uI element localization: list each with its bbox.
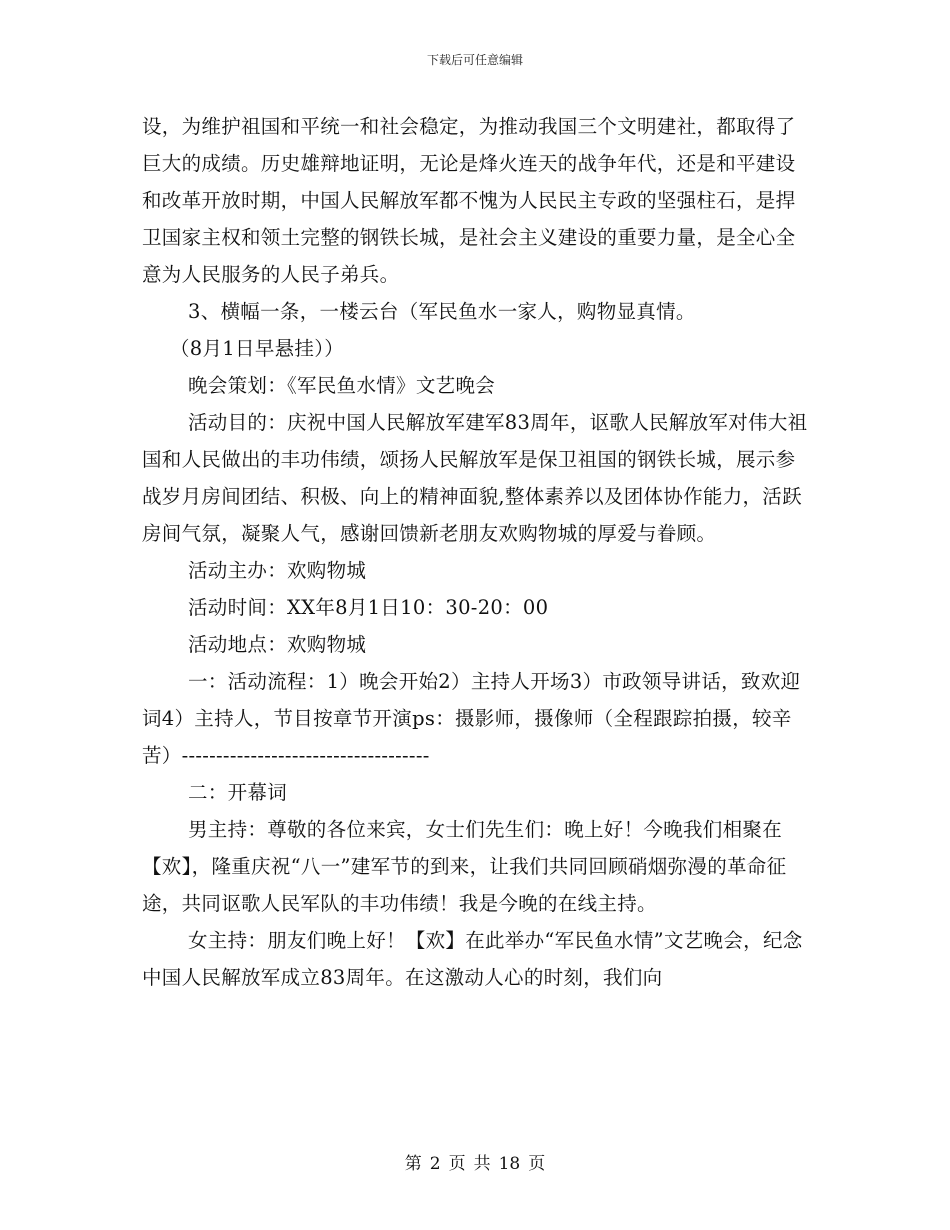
paragraph-banner: 3、横幅一条，一楼云台（军民鱼水一家人，购物显真情。 [188, 300, 696, 323]
footer-total-unit: 页 [528, 1154, 546, 1174]
paragraph-activity-process: 一：活动流程：1）晚会开始2）主持人开场3）市政领导讲话，致欢迎词4）主持人，节目按章节开演ps：摄影师，摄像师（全程跟踪拍摄，较辛苦）------------------------------------ [142, 670, 801, 767]
paragraph-male-host: 男主持：尊敬的各位来宾，女士们先生们：晚上好！今晚我们相聚在【欢】，隆重庆祝“八一”建军节的到来，让我们共同回顾硝烟弥漫的革命征途，共同讴歌人民军队的丰功伟绩！我是今晚的在线主持。 [142, 818, 787, 915]
footer-page-unit: 页 [448, 1154, 466, 1174]
page-header: 下载后可任意编辑 [426, 53, 523, 67]
footer-page-number: 2 [429, 1154, 441, 1174]
page-footer [0, 1153, 950, 1175]
paragraph-activity-time: 活动时间：XX年8月1日10：30-20：00 [188, 596, 549, 619]
footer-page-label: 第 [404, 1154, 422, 1174]
paragraph-party-plan: 晚会策划：《军民鱼水情》文艺晚会 [188, 374, 496, 397]
footer-total-label: 共 [473, 1154, 491, 1174]
paragraph-female-host: 女主持：朋友们晚上好！【欢】在此举办“军民鱼水情”文艺晚会，纪念中国人民解放军成立83周年。在这激动人心的时刻，我们向 [142, 929, 803, 989]
paragraph-activity-location: 活动地点：欢购物城 [188, 633, 367, 656]
paragraph-continuation: 设，为维护祖国和平统一和社会稳定，为推动我国三个文明建社，都取得了巨大的成绩。历史雄辩地证明，无论是烽火连天的战争年代，还是和平建设和改革开放时期，中国人民解放军都不愧为人民民主专政的坚强柱石，是捍卫国家主权和领土完整的钢铁长城，是社会主义建设的重要力量，是全心全意为人民服务的人民子弟兵。 [142, 115, 796, 286]
paragraph-opening-heading: 二：开幕词 [188, 781, 288, 804]
paragraph-activity-host: 活动主办：欢购物城 [188, 559, 367, 582]
footer-total-pages: 18 [498, 1154, 521, 1174]
paragraph-banner-date: （8月1日早悬挂）） [170, 337, 345, 360]
paragraph-activity-purpose: 活动目的：庆祝中国人民解放军建军83周年，讴歌人民解放军对伟大祖国和人民做出的丰功伟绩，颂扬人民解放军是保卫祖国的钢铁长城，展示参战岁月房间团结、积极、向上的精神面貌,整体素养以及团体协作能力，活跃房间气氛，凝聚人气，感谢回馈新老朋友欢购物城的厚爱与眷顾。 [142, 411, 808, 545]
document-body [142, 108, 810, 996]
